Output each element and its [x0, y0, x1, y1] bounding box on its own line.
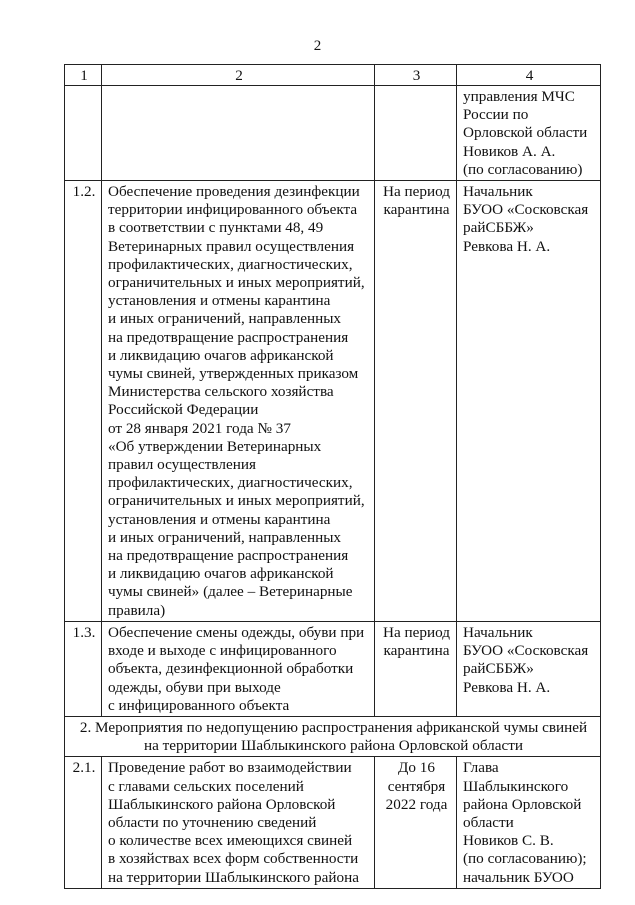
page-number: 2 — [313, 38, 322, 54]
row-description: Проведение работ во взаимодействии с главами сельских поселений Шаблыкинского района Орловской области по уточнению сведений о количестве всех имеющихся свиней в хозяйствах всех форм собственности на территории Шаблыкинского района — [102, 757, 375, 888]
row-number: 2.1. — [65, 757, 102, 888]
header-cell-2: 2 — [102, 65, 375, 86]
table-row — [65, 621, 601, 716]
table-row — [65, 181, 601, 622]
header-cell-4: 4 — [457, 65, 601, 86]
row-responsible: управления МЧС России по Орловской области Новиков А. А. (по согласованию) — [457, 86, 601, 181]
section-2-title: 2. Мероприятия по недопущению распространения африканской чумы свиней на территории Шаблыкинского района Орловской области — [65, 716, 601, 756]
row-period: На период карантина — [375, 621, 457, 716]
row-responsible: Начальник БУОО «Сосковская райСББЖ» Ревкова Н. А. — [457, 621, 601, 716]
row-period: На период карантина — [375, 181, 457, 622]
row-description: Обеспечение смены одежды, обуви при входе и выходе с инфицированного объекта, дезинфекционной обработки одежды, обуви при выходе с инфицированного объекта — [102, 621, 375, 716]
row-period — [375, 86, 457, 181]
row-responsible: Начальник БУОО «Сосковская райСББЖ» Ревкова Н. А. — [457, 181, 601, 622]
row-responsible: Глава Шаблыкинского района Орловской области Новиков С. В. (по согласованию); начальник БУОО — [457, 757, 601, 888]
row-description — [102, 86, 375, 181]
row-period: До 16 сентября 2022 года — [375, 757, 457, 888]
row-description: Обеспечение проведения дезинфекции территории инфицированного объекта в соответствии с пунктами 48, 49 Ветеринарных правил осуществления профилактических, диагностических, ограничительных и иных мероприятий, установления и отмены карантина и иных ограничений, направленных на предотвращение распространения и ликвидацию очагов африканской чумы свиней, утвержденных приказом Министерства сельского хозяйства Российской Федерации от 28 января 2021 года № 37 «Об утверждении Ветеринарных правил осуществления профилактических, диагностических, ограничительных и иных мероприятий, установления и отмены карантина и иных ограничений, направленных на предотвращение распространения и ликвидацию очагов африканской чумы свиней» (далее – Ветеринарные правила) — [102, 181, 375, 622]
row-number: 1.3. — [65, 621, 102, 716]
table-row — [65, 757, 601, 888]
measures-table — [64, 64, 601, 889]
section-heading-row — [65, 716, 601, 756]
header-cell-1: 1 — [65, 65, 102, 86]
table-row — [65, 86, 601, 181]
header-cell-3: 3 — [375, 65, 457, 86]
row-number: 1.2. — [65, 181, 102, 622]
table-header-row — [65, 65, 601, 86]
row-number — [65, 86, 102, 181]
